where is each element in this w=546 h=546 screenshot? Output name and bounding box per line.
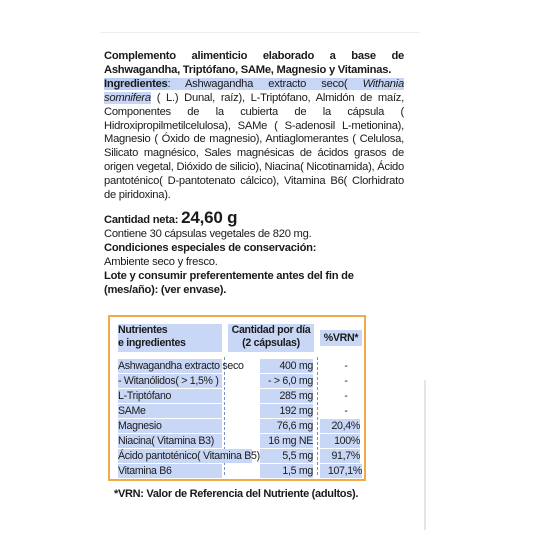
header-amount <box>228 324 314 352</box>
row-2-vrn: - <box>344 375 348 387</box>
vrn-footnote: *VRN: Valor de Referencia del Nutriente (adultos). <box>114 488 359 500</box>
row-5-amount: 76,6 mg <box>260 419 313 433</box>
column-divider-2 <box>317 357 318 475</box>
ingredients-paragraph <box>104 78 404 203</box>
row-6-amount: 16 mg NE <box>260 434 313 448</box>
row-8-amount: 1,5 mg <box>260 464 313 478</box>
top-rule <box>100 32 420 33</box>
header-amount-line1: Cantidad por día <box>231 324 311 336</box>
net-value: 24,60 g <box>181 207 238 227</box>
row-7-vrn: 91,7% <box>320 449 360 463</box>
ingredients-species: Withania somnifera <box>104 77 404 104</box>
nutrition-table <box>108 315 366 481</box>
storage-heading: Condiciones especiales de conservación: <box>104 241 317 254</box>
row-2-amount: - > 6,0 mg <box>260 374 313 388</box>
net-label: Cantidad neta: <box>104 213 182 226</box>
row-5-name: Magnesio <box>118 419 222 433</box>
row-1-name: Ashwagandha extracto seco <box>118 360 244 372</box>
row-8-name: Vitamina B6 <box>118 464 222 478</box>
label-text <box>104 50 404 297</box>
row-5-vrn: 20,4% <box>320 419 360 433</box>
ingredients-part2: ( L.) Dunal, raíz), L-Triptófano, Almidón de maíz, Componentes de la cubierta de la cápsula ( Hidroxipropilmetilcelulosa), SAMe ( S-adenosil L-metionina), Magnesio ( Óxido de magnesio), Antiaglomerantes ( Celulosa, Silicato magnésico, Sales magnésicas de ácidos grasos de origen vegetal, Dióxido de silicio), Niacina( Nicotinamida), Ácido pantoténico( D-pantotenato cálcico), Vitamina B6( Clorhidrato de piridoxina). <box>104 91 405 202</box>
row-7-name: Ácido pantoténico( Vitamina B5) <box>118 450 260 462</box>
row-3-amount: 285 mg <box>260 389 313 403</box>
row-2-name: - Witanólidos( > 1,5% ) <box>118 374 222 388</box>
storage-text: Ambiente seco y fresco. <box>104 255 218 268</box>
row-4-amount: 192 mg <box>260 404 313 418</box>
row-6-vrn: 100% <box>320 434 360 448</box>
row-1-vrn: - <box>344 360 348 372</box>
row-7-amount: 5,5 mg <box>260 449 313 463</box>
lot-text: Lote y consumir preferentemente antes del fin de (mes/año): (ver envase). <box>104 269 354 296</box>
row-3-name: L-Triptófano <box>118 389 222 403</box>
row-6-name: Niacina( Vitamina B3) <box>118 434 222 448</box>
header-amount-line2: (2 cápsulas) <box>242 337 300 349</box>
row-3-vrn: - <box>344 390 348 402</box>
header-nutrients <box>118 324 222 352</box>
header-nutrients-line2: e ingredientes <box>118 337 186 349</box>
contents-text: Contiene 30 cápsulas vegetales de 820 mg. <box>104 227 312 240</box>
row-4-vrn: - <box>344 405 348 417</box>
ingredients-heading: Ingredientes <box>104 77 168 90</box>
header-vrn: %VRN* <box>320 330 362 346</box>
row-4-name: SAMe <box>118 404 222 418</box>
scroll-edge <box>424 380 426 530</box>
row-1-amount: 400 mg <box>260 359 313 373</box>
net-quantity <box>104 207 404 228</box>
intro-text: Complemento alimenticio elaborado a base de Ashwagandha, Triptófano, SAMe, Magnesio y Vitaminas. <box>104 50 404 76</box>
row-8-vrn: 107,1% <box>320 464 362 478</box>
header-nutrients-line1: Nutrientes <box>118 324 168 336</box>
ingredients-part1: : Ashwagandha extracto seco( <box>167 77 363 90</box>
